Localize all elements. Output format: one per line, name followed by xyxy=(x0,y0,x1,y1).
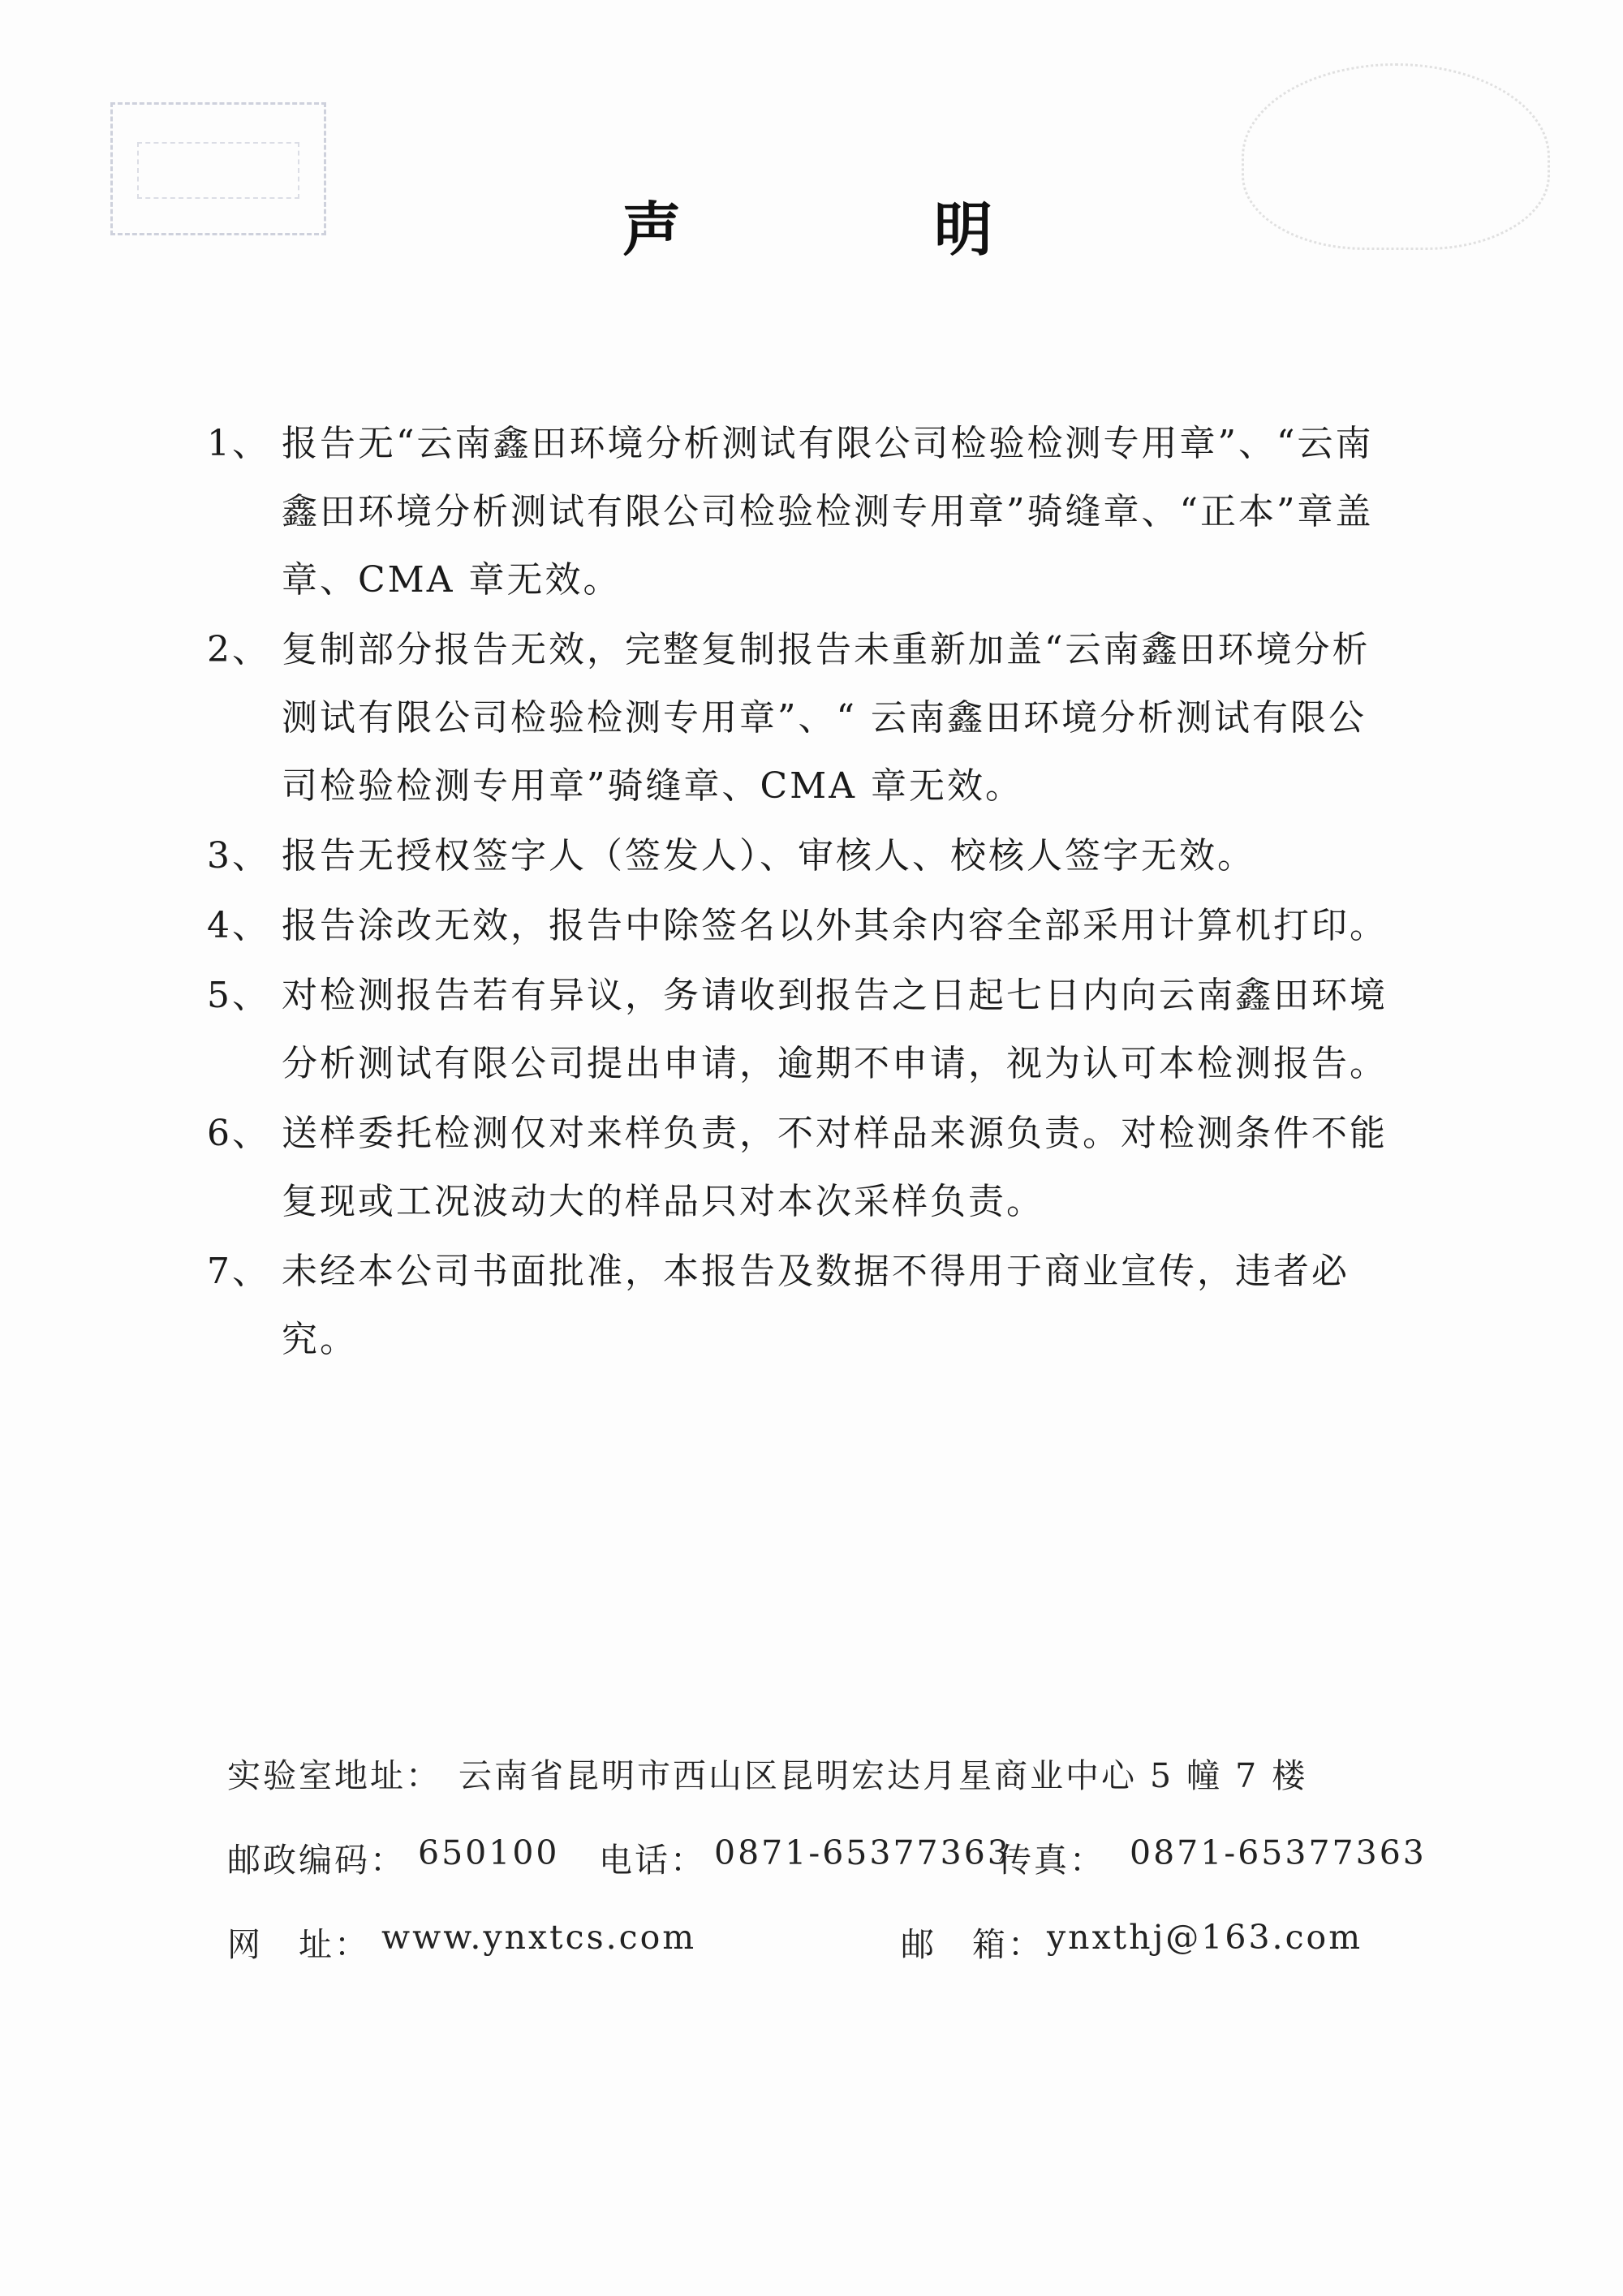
page-title: 声 明 xyxy=(622,196,1090,264)
clause-item xyxy=(207,962,1392,1098)
clause-number: 4、 xyxy=(207,905,270,946)
fax-label: 传真： xyxy=(998,1841,1105,1880)
postcode-label: 邮政编码： xyxy=(227,1841,406,1880)
clause-text: 报告无授权签字人（签发人）、审核人、校核人签字无效。 xyxy=(282,835,1255,877)
clause-item xyxy=(207,892,1392,960)
clause-text: 报告无“云南鑫田环境分析测试有限公司检验检测专用章”、“云南鑫田环境分析测试有限公司检验检测专用章”骑缝章、“正本”章盖章、CMA 章无效。 xyxy=(282,423,1374,601)
statement-clauses xyxy=(207,410,1392,1376)
clause-number: 5、 xyxy=(207,975,270,1016)
postcode-value: 650100 xyxy=(418,1833,560,1872)
clause-item xyxy=(207,1238,1392,1374)
clause-item xyxy=(207,1100,1392,1236)
web-row xyxy=(227,1918,1396,2002)
email-value[interactable]: ynxthj@163.com xyxy=(1047,1918,1363,1957)
clause-text: 送样委托检测仅对来样负责，不对样品来源负责。对检测条件不能复现或工况波动大的样品只对本次采样负责。 xyxy=(282,1113,1388,1222)
website-label: 网 址： xyxy=(227,1925,370,1964)
phone-value: 0871-65377363 xyxy=(714,1833,1011,1872)
address-label: 实验室地址： xyxy=(227,1756,441,1795)
email-label: 邮 箱： xyxy=(901,1925,1044,1964)
clause-text: 未经本公司书面批准，本报告及数据不得用于商业宣传，违者必究。 xyxy=(282,1251,1350,1360)
clause-number: 1、 xyxy=(207,423,270,464)
address-row xyxy=(227,1749,1396,1833)
phone-row xyxy=(227,1833,1427,1918)
clause-number: 3、 xyxy=(207,835,270,877)
address-value: 云南省昆明市西山区昆明宏达月星商业中心 5 幢 7 楼 xyxy=(458,1756,1308,1795)
phone-label: 电话： xyxy=(599,1841,706,1880)
clause-text: 对检测报告若有异议，务请收到报告之日起七日内向云南鑫田环境分析测试有限公司提出申请，逾期不申请，视为认可本检测报告。 xyxy=(282,975,1388,1084)
clause-item xyxy=(207,822,1392,890)
clause-text: 报告涂改无效，报告中除签名以外其余内容全部采用计算机打印。 xyxy=(282,905,1388,946)
clause-number: 6、 xyxy=(207,1113,270,1154)
website-value[interactable]: www.ynxtcs.com xyxy=(381,1918,697,1957)
clause-number: 2、 xyxy=(207,629,270,670)
fax-value: 0871-65377363 xyxy=(1130,1833,1427,1872)
clause-item xyxy=(207,410,1392,614)
contact-footer xyxy=(227,1749,1427,2002)
clause-text: 复制部分报告无效，完整复制报告未重新加盖“云南鑫田环境分析测试有限公司检验检测专用章”、“ 云南鑫田环境分析测试有限公司检验检测专用章”骑缝章、CMA 章无效。 xyxy=(282,629,1371,807)
clause-number: 7、 xyxy=(207,1251,270,1292)
clause-item xyxy=(207,616,1392,821)
